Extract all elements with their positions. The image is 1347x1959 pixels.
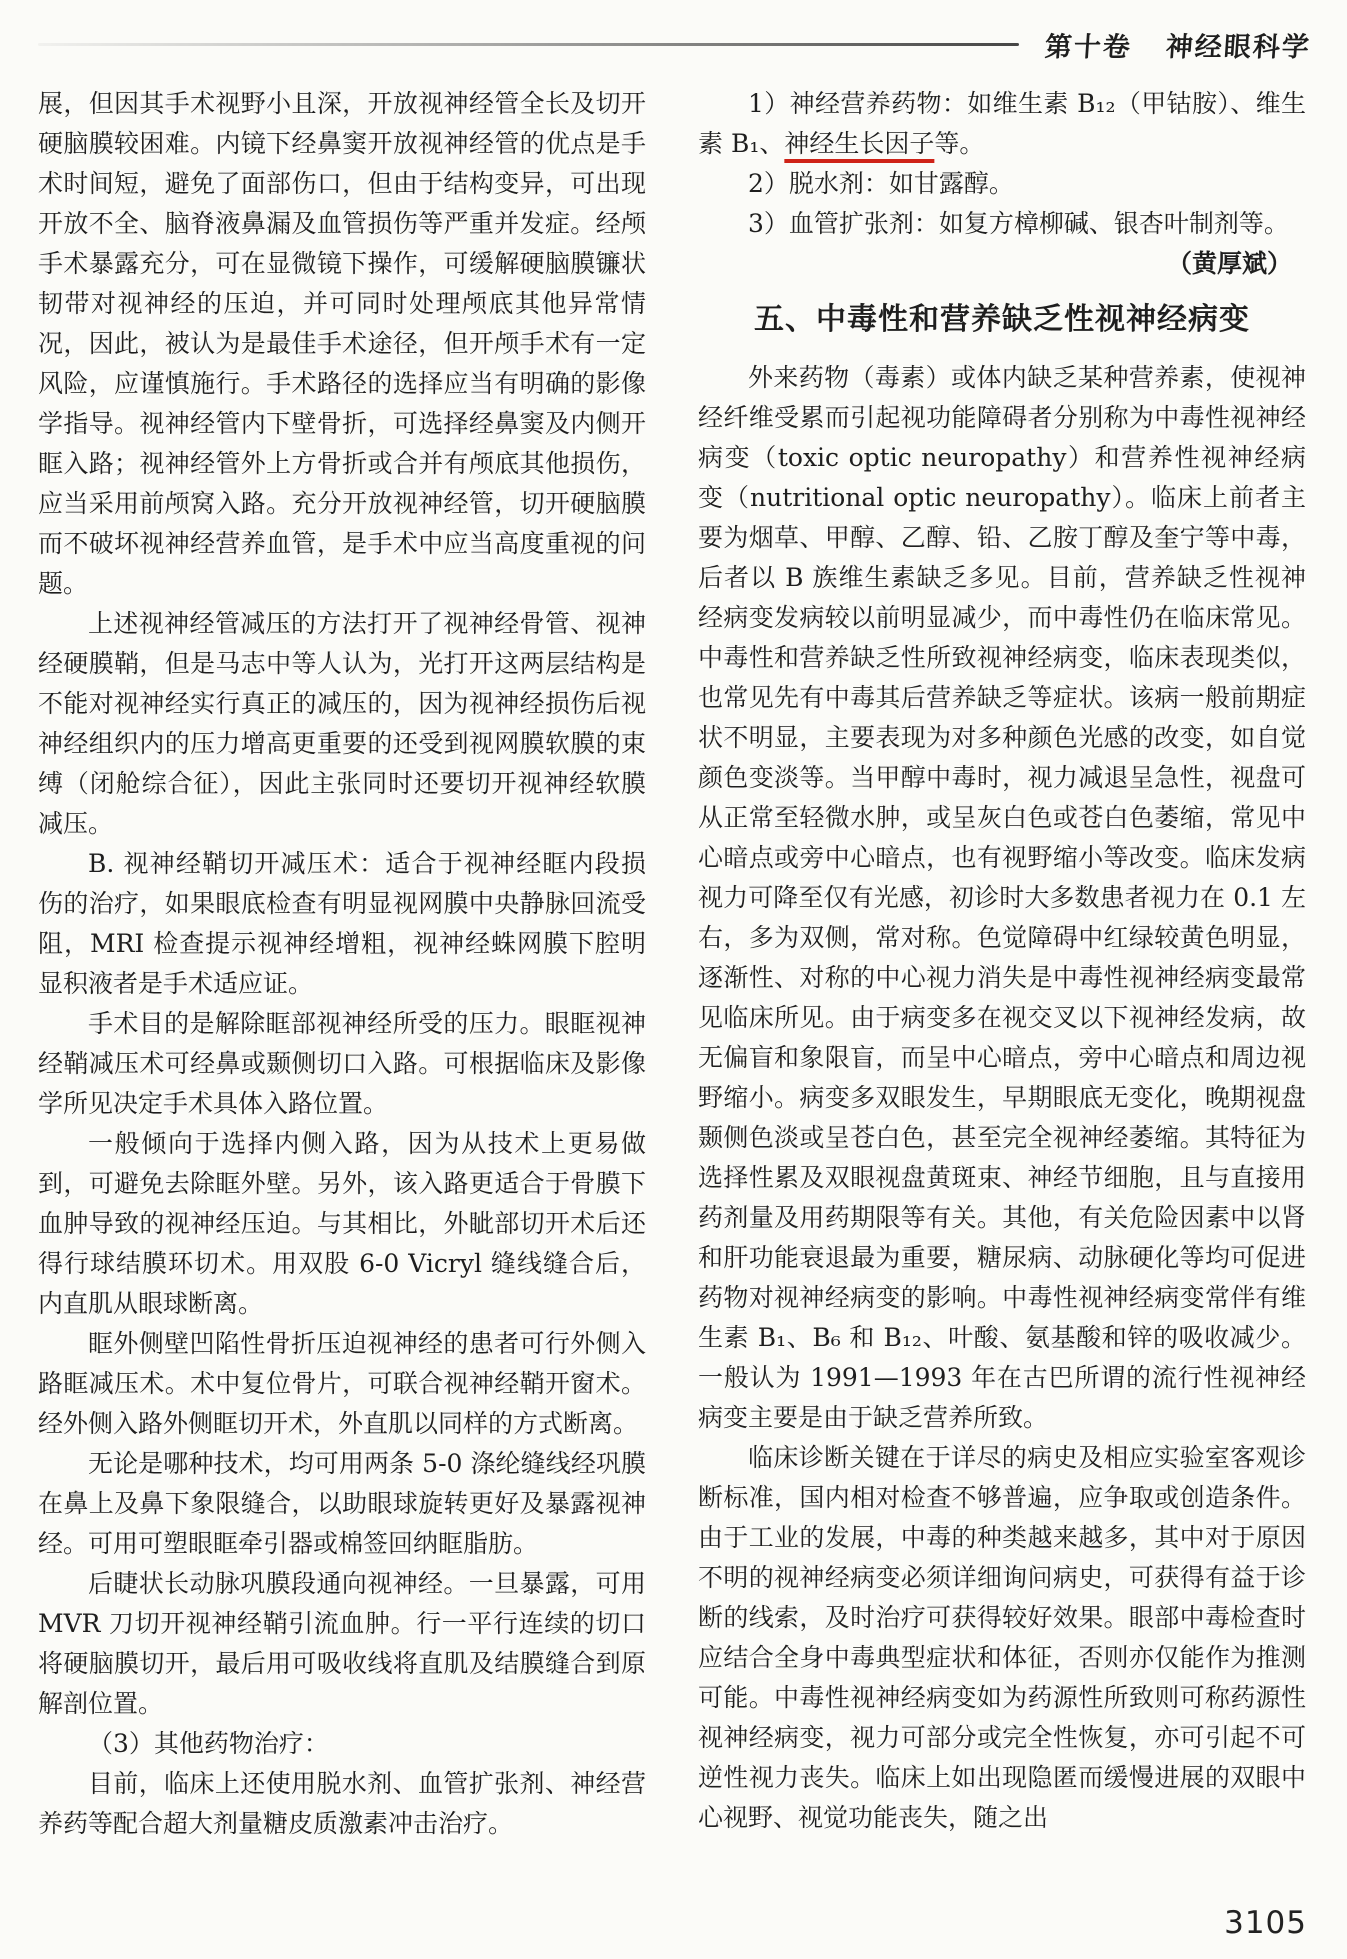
paragraph: 展，但因其手术视野小且深，开放视神经管全长及切开硬脑膜较困难。内镜下经鼻窦开放视神经管的优点是手术时间短，避免了面部伤口，但由于结构变异，可出现开放不全、脑脊液鼻漏及血管损伤等严重并发症。经颅手术暴露充分，可在显微镜下操作，可缓解硬脑膜镰状韧带对视神经的压迫，并可同时处理颅底其他异常情况，因此，被认为是最佳手术途径，但开颅手术有一定风险，应谨慎施行。手术路径的选择应当有明确的影像学指导。视神经管内下壁骨折，可选择经鼻窦及内侧开眶入路；视神经管外上方骨折或合并有颅底其他损伤，应当采用前颅窝入路。充分开放视神经管，切开硬脑膜而不破坏视神经营养血管，是手术中应当高度重视的问题。 [38, 89, 646, 598]
list-item-1-prefix: 1）神经营养药物：如维生素 B₁₂（甲钴胺）、维生素 B₁、 [698, 89, 1306, 158]
paragraph: 目前，临床上还使用脱水剂、血管扩张剂、神经营养药等配合超大剂量糖皮质激素冲击治疗。 [38, 1769, 646, 1838]
list-item-1 [698, 84, 1306, 164]
header-rule [38, 43, 1019, 46]
header-title: 神经眼科学 [1164, 31, 1312, 63]
paragraph: 外来药物（毒素）或体内缺乏某种营养素，使视神经纤维受累而引起视功能障碍者分别称为中毒性视神经病变（toxic optic neuropathy）和营养性视神经病变（nutritional optic neuropathy）。临床上前者主要为烟草、甲醇、乙醇、铅、乙胺丁醇及奎宁等中毒，后者以 B 族维生素缺乏多见。目前，营养缺乏性视神经病变发病较以前明显减少，而中毒性仍在临床常见。中毒性和营养缺乏性所致视神经病变，临床表现类似，也常见先有中毒其后营养缺乏等症状。该病一般前期症状不明显，主要表现为对多种颜色光感的改变，如自觉颜色变淡等。当甲醇中毒时，视力减退呈急性，视盘可从正常至轻微水肿，或呈灰白色或苍白色萎缩，常见中心暗点或旁中心暗点，也有视野缩小等改变。临床发病视力可降至仅有光感，初诊时大多数患者视力在 0.1 左右，多为双侧，常对称。色觉障碍中红绿较黄色明显，逐渐性、对称的中心视力消失是中毒性视神经病变最常见临床所见。由于病变多在视交叉以下视神经发病，故无偏盲和象限盲，而呈中心暗点，旁中心暗点和周边视野缩小。病变多双眼发生，早期眼底无变化，晚期视盘颞侧色淡或呈苍白色，甚至完全视神经萎缩。其特征为选择性累及双眼视盘黄斑束、神经节细胞，且与直接用药剂量及用药期限等有关。其他，有关危险因素中以肾和肝功能衰退最为重要，糖尿病、动脉硬化等均可促进药物对视神经病变的影响。中毒性视神经病变常伴有维生素 B₁、B₆ 和 B₁₂、叶酸、氨基酸和锌的吸收减少。一般认为 1991—1993 年在古巴所谓的流行性视神经病变主要是由于缺乏营养所致。 [698, 363, 1306, 1432]
running-head [38, 22, 1311, 66]
paragraph: 无论是哪种技术，均可用两条 5-0 涤纶缝线经巩膜在鼻上及鼻下象限缝合，以助眼球旋转更好及暴露视神经。可用可塑眼眶牵引器或棉签回纳眶脂肪。 [38, 1449, 646, 1558]
paragraph: 眶外侧壁凹陷性骨折压迫视神经的患者可行外侧入路眶减压术。术中复位骨片，可联合视神经鞘开窗术。经外侧入路外侧眶切开术，外直肌以同样的方式断离。 [38, 1329, 646, 1438]
page-number: 3105 [1224, 1905, 1307, 1941]
paragraph: 一般倾向于选择内侧入路，因为从技术上更易做到，可避免去除眶外壁。另外，该入路更适合于骨膜下血肿导致的视神经压迫。与其相比，外眦部切开术后还得行球结膜环切术。用双股 6-0 Vicryl 缝线缝合后，内直肌从眼球断离。 [38, 1129, 646, 1318]
list-item-2: 2）脱水剂：如甘露醇。 [748, 169, 1014, 198]
paragraph: 后睫状长动脉巩膜段通向视神经。一旦暴露，可用 MVR 刀切开视神经鞘引流血肿。行一平行连续的切口将硬脑膜切开，最后用可吸收线将直肌及结膜缝合到原解剖位置。 [38, 1569, 646, 1718]
section-heading: 五、中毒性和营养缺乏性视神经病变 [754, 302, 1250, 337]
paragraph: 上述视神经管减压的方法打开了视神经骨管、视神经硬膜鞘，但是马志中等人认为，光打开这两层结构是不能对视神经实行真正的减压的，因为视神经损伤后视神经组织内的压力增高更重要的还受到视网膜软膜的束缚（闭舱综合征），因此主张同时还要切开视神经软膜减压。 [38, 609, 646, 838]
red-underlined-phrase: 神经生长因子 [784, 129, 935, 158]
header-volume: 第十卷 [1043, 31, 1133, 63]
paragraph: （3）其他药物治疗： [88, 1729, 329, 1758]
list-item-1-suffix: 等。 [934, 129, 985, 158]
two-column-body [38, 84, 1311, 1844]
list-item-3: 3）血管扩张剂：如复方樟柳碱、银杏叶制剂等。 [748, 209, 1289, 238]
paragraph: B. 视神经鞘切开减压术：适合于视神经眶内段损伤的治疗，如果眼底检查有明显视网膜中央静脉回流受阻，MRI 检查提示视神经增粗，视神经蛛网膜下腔明显积液者是手术适应证。 [38, 849, 646, 998]
paragraph: 临床诊断关键在于详尽的病史及相应实验室客观诊断标准，国内相对检查不够普遍，应争取或创造条件。由于工业的发展，中毒的种类越来越多，其中对于原因不明的视神经病变必须详细询问病史，可获得有益于诊断的线索，及时治疗可获得较好效果。眼部中毒检查时应结合全身中毒典型症状和体征，否则亦仅能作为推测可能。中毒性视神经病变如为药源性所致则可称药源性视神经病变，视力可部分或完全性恢复，亦可引起不可逆性视力丧失。临床上如出现隐匿而缓慢进展的双眼中心视野、视觉功能丧失，随之出 [698, 1443, 1306, 1832]
paragraph: 手术目的是解除眶部视神经所受的压力。眼眶视神经鞘减压术可经鼻或颞侧切口入路。可根据临床及影像学所见决定手术具体入路位置。 [38, 1009, 646, 1118]
author-signature: （黄厚斌） [1166, 249, 1292, 278]
right-column [698, 84, 1306, 1844]
header-text [1044, 25, 1313, 64]
left-column [38, 84, 646, 1844]
